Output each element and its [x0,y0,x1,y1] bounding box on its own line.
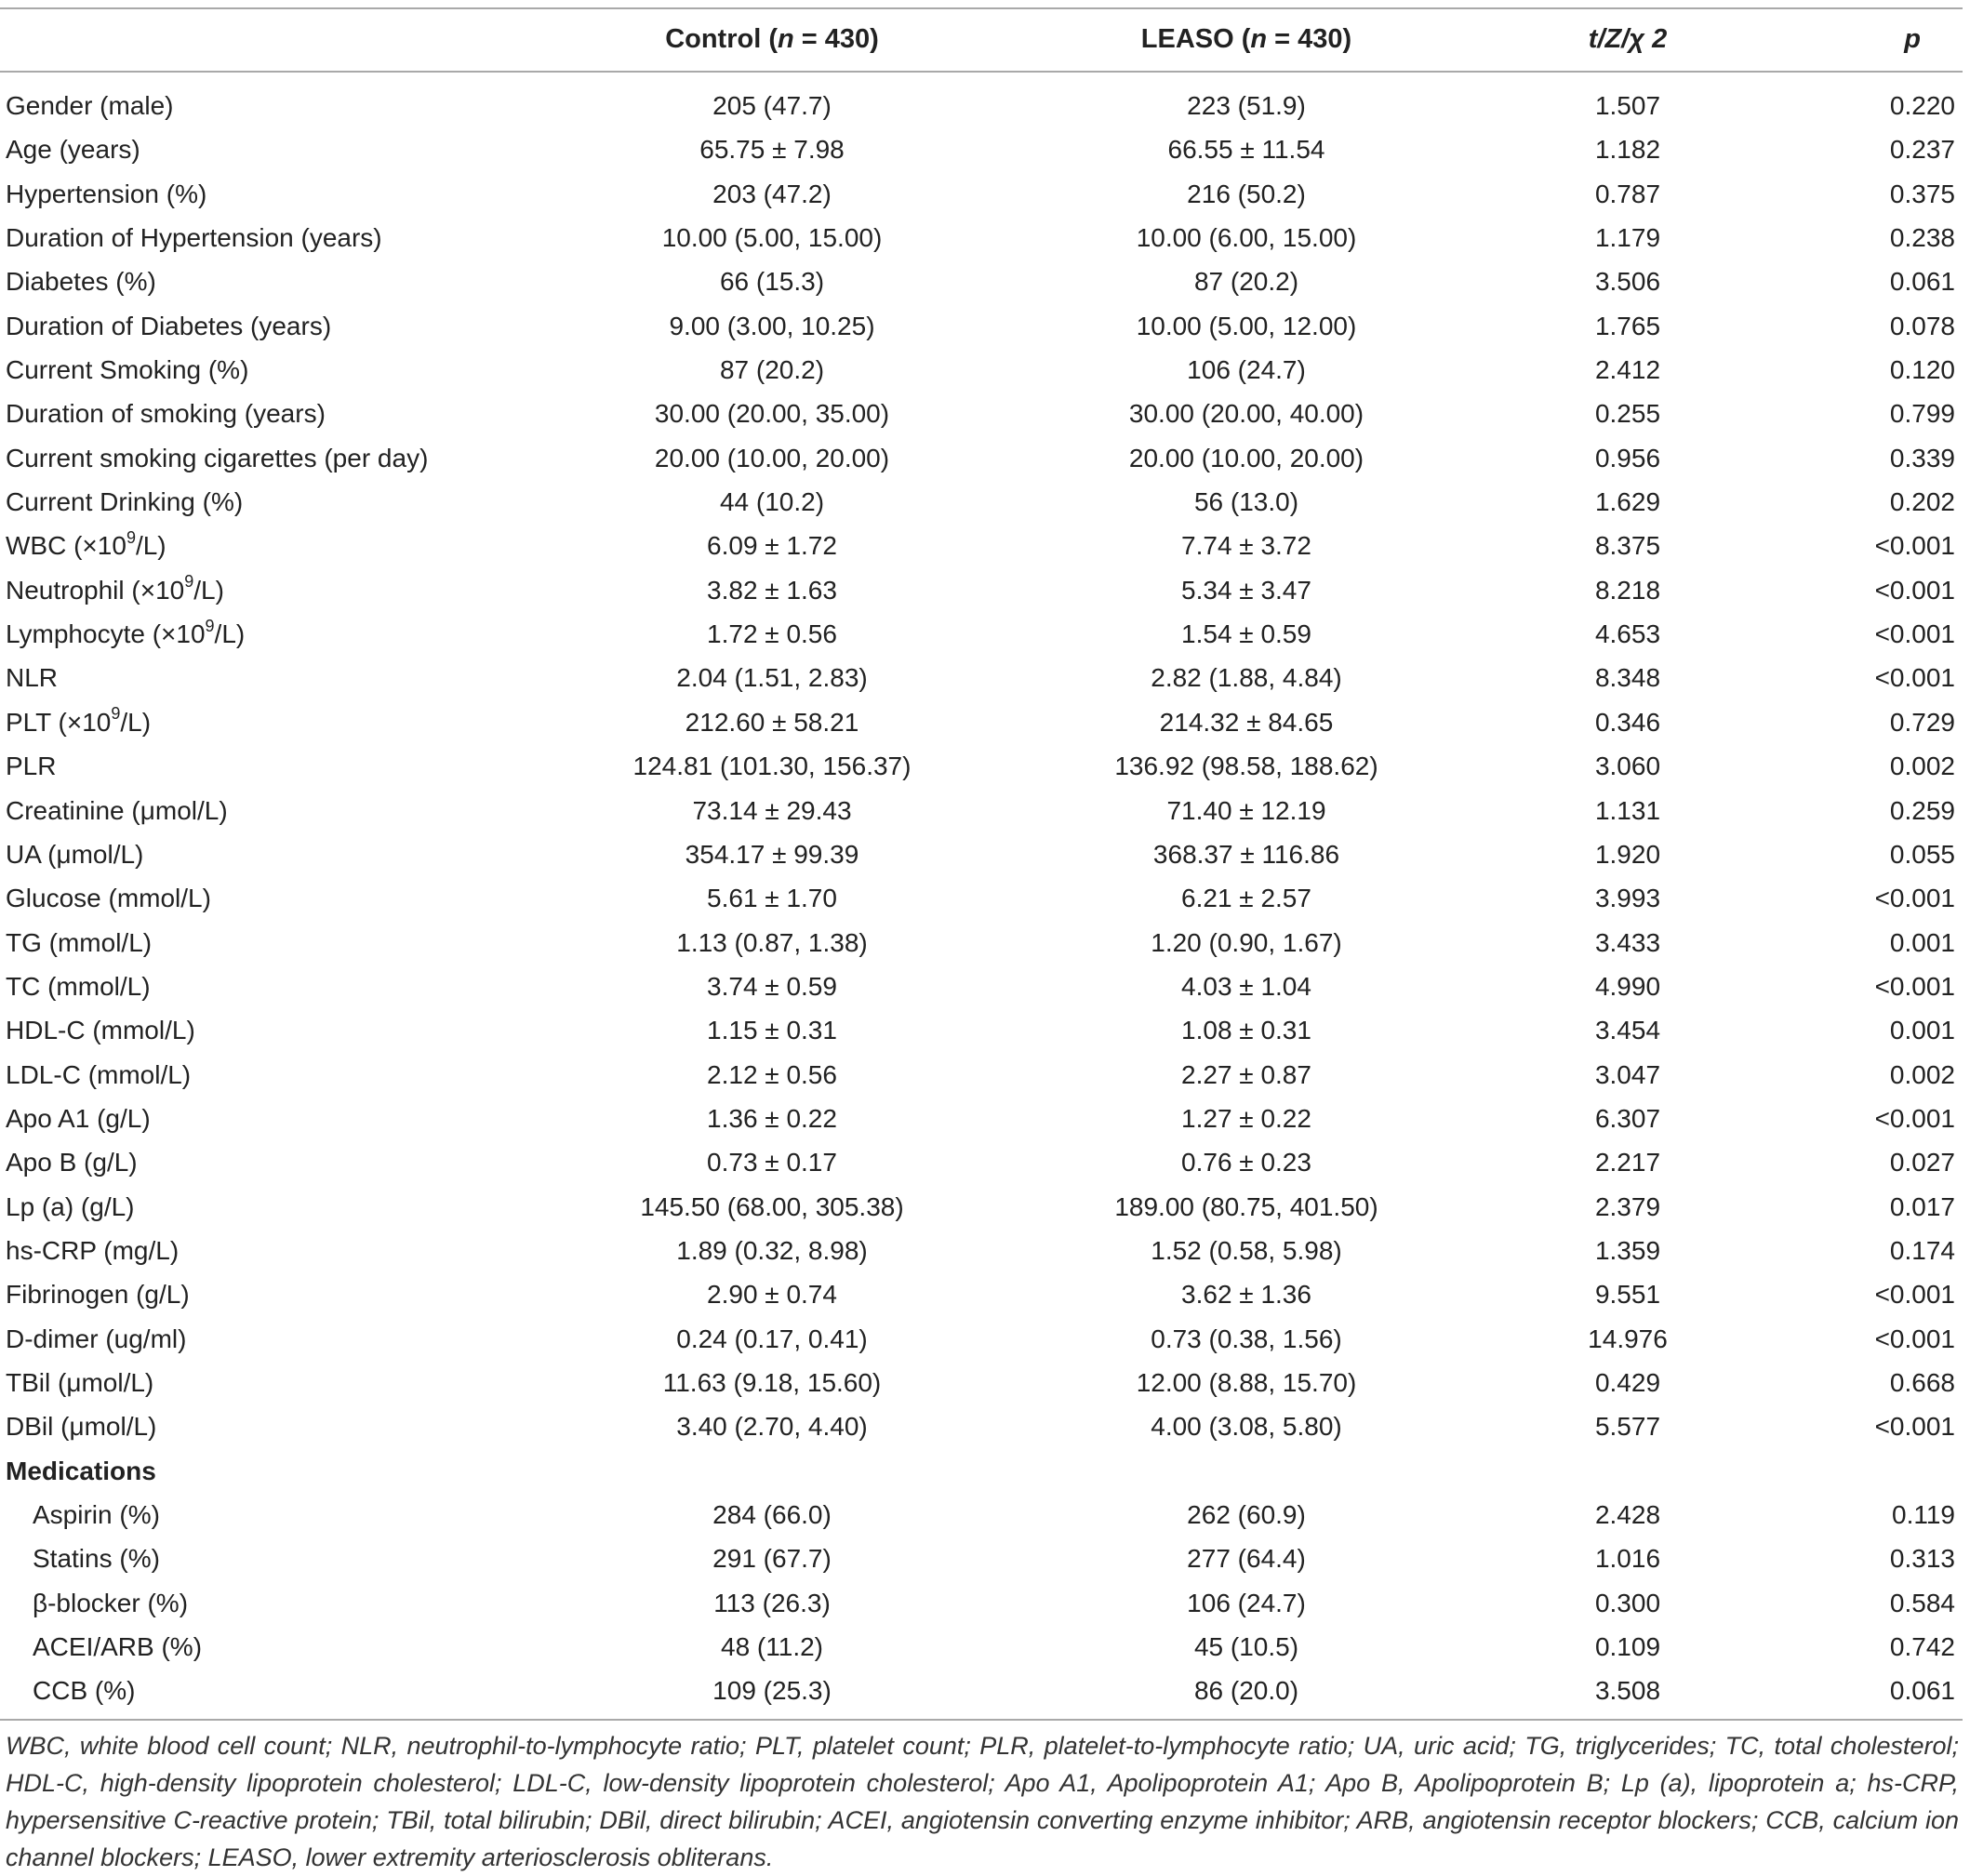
table-row [0,1185,1963,1229]
table-row [0,1317,1963,1361]
statistic-value: 1.016 [1594,1544,1661,1574]
leaso-value: 216 (50.2) [1187,179,1306,208]
table-row [0,216,1963,259]
p-value: 0.061 [1889,1676,1955,1706]
table-row [0,1053,1963,1097]
row-label: Current Drinking (%) [6,487,244,517]
control-value: 20.00 (10.00, 20.00) [654,443,890,472]
control-value: 1.72 ± 0.56 [707,619,837,649]
statistic-value: 14.976 [1588,1324,1668,1353]
leaso-value: 223 (51.9) [1187,91,1306,120]
table-row [0,259,1963,303]
p-value: 0.001 [1889,927,1955,957]
statistic-value: 3.454 [1594,1016,1661,1045]
row-label: Current Smoking (%) [6,355,249,385]
statistic-value: 0.109 [1594,1632,1661,1662]
row-label: Apo B (g/L) [6,1148,138,1177]
row-label: Age (years) [6,135,140,165]
table-body [0,84,1963,1713]
row-label: Duration of smoking (years) [6,399,326,429]
p-value: 0.375 [1889,179,1955,208]
table-row [0,921,1963,965]
row-label: Apo A1 (g/L) [6,1103,151,1133]
p-value: 0.313 [1889,1544,1955,1574]
row-label: LDL-C (mmol/L) [6,1059,192,1089]
p-value: 0.584 [1889,1588,1955,1617]
leaso-value: 277 (64.4) [1187,1544,1306,1574]
control-value: 3.74 ± 0.59 [707,971,837,1001]
control-value: 145.50 (68.00, 305.38) [640,1191,904,1221]
table-row [0,1404,1963,1448]
leaso-value: 10.00 (5.00, 12.00) [1136,311,1357,340]
leaso-value: 1.08 ± 0.31 [1181,1016,1311,1045]
row-label: TG (mmol/L) [6,927,153,957]
control-value: 1.89 (0.32, 8.98) [676,1235,868,1265]
table-row [0,480,1963,524]
leaso-value: 0.73 (0.38, 1.56) [1151,1324,1342,1353]
row-label: DBil (μmol/L) [6,1412,157,1442]
control-value: 0.73 ± 0.17 [707,1148,837,1177]
row-label: WBC $(\times 10^9/L)$ [6,528,166,561]
control-value: 48 (11.2) [721,1632,823,1662]
row-label: Lymphocyte $(\times 10^9/L)$ [6,616,246,649]
statistic-value: 1.182 [1594,135,1661,165]
row-label: Duration of Hypertension (years) [6,223,382,253]
control-value: 284 (66.0) [712,1500,832,1529]
statistic-value: 4.990 [1594,971,1661,1001]
row-label: CCB (%) [33,1676,136,1706]
statistic-value: 1.920 [1594,839,1661,869]
table-row [0,1008,1963,1052]
p-value: <0.001 [1874,1280,1955,1310]
table-row [0,832,1963,876]
table-bottom-rule [0,1719,1963,1721]
table-row [0,1361,1963,1404]
column-header-statistic: t/Z/χ 2 [1588,24,1668,54]
table-header-rule [0,71,1963,73]
leaso-value: 2.82 (1.88, 4.84) [1151,663,1342,693]
statistic-value: 2.412 [1594,355,1661,385]
control-value: 203 (47.2) [712,179,832,208]
control-value: 0.24 (0.17, 0.41) [676,1324,868,1353]
statistic-value: 1.629 [1594,487,1661,517]
p-value: 0.001 [1889,1016,1955,1045]
row-label: β-blocker (%) [33,1588,189,1617]
table-row [0,1581,1963,1625]
p-value: 0.002 [1889,1059,1955,1089]
table-row [0,1493,1963,1537]
control-value: 205 (47.7) [712,91,832,120]
row-label: Glucose (mmol/L) [6,884,211,913]
statistic-value: 2.379 [1594,1191,1661,1221]
column-header-p-value: p [1904,24,1921,54]
control-value: 5.61 ± 1.70 [707,884,837,913]
statistic-value: 0.300 [1594,1588,1661,1617]
p-value: 0.339 [1889,443,1955,472]
statistic-value: 6.307 [1594,1103,1661,1133]
leaso-value: 262 (60.9) [1187,1500,1306,1529]
row-label: NLR [6,663,59,693]
control-value: 2.12 ± 0.56 [707,1059,837,1089]
leaso-value: 368.37 ± 116.86 [1152,839,1340,869]
row-label: Neutrophil $(\times 10^9/L)$ [6,572,224,605]
row-label: Duration of Diabetes (years) [6,311,332,340]
table-row [0,1669,1963,1712]
table-row [0,127,1963,171]
row-label: PLT $(\times 10^9/L)$ [6,704,152,737]
control-value: 291 (67.7) [712,1544,832,1574]
leaso-value: 30.00 (20.00, 40.00) [1128,399,1364,429]
p-value: <0.001 [1874,619,1955,649]
table-row [0,524,1963,567]
statistic-value: 3.508 [1594,1676,1661,1706]
row-label: ACEI/ARB (%) [33,1632,203,1662]
p-value: <0.001 [1874,1103,1955,1133]
table-row [0,1097,1963,1140]
p-value: 0.729 [1889,707,1955,737]
control-value: 2.90 ± 0.74 [707,1280,837,1310]
p-value: 0.259 [1889,795,1955,825]
p-value: 0.061 [1889,267,1955,297]
control-value: 109 (25.3) [712,1676,832,1706]
row-label: UA (μmol/L) [6,839,144,869]
table-row [0,1537,1963,1580]
p-value: <0.001 [1874,1412,1955,1442]
statistic-value: 1.179 [1594,223,1661,253]
p-value: <0.001 [1874,663,1955,693]
statistic-value: 4.653 [1594,619,1661,649]
leaso-value: 5.34 ± 3.47 [1181,575,1311,605]
leaso-value: 1.52 (0.58, 5.98) [1151,1235,1342,1265]
leaso-value: 2.27 ± 0.87 [1181,1059,1311,1089]
control-value: 65.75 ± 7.98 [699,135,845,165]
column-header-control: Control (n = 430) [665,24,879,54]
statistic-value: 3.433 [1594,927,1661,957]
control-value: 1.36 ± 0.22 [707,1103,837,1133]
statistic-value: 3.060 [1594,752,1661,781]
table-row [0,1625,1963,1669]
row-label: Fibrinogen (g/L) [6,1280,190,1310]
p-value: 0.078 [1889,311,1955,340]
statistic-value: 1.507 [1594,91,1661,120]
control-value: 1.13 (0.87, 1.38) [676,927,868,957]
row-label: Gender (male) [6,91,174,120]
table-row [0,1229,1963,1272]
leaso-value: 4.03 ± 1.04 [1181,971,1311,1001]
control-value: 124.81 (101.30, 156.37) [632,752,912,781]
leaso-value: 6.21 ± 2.57 [1181,884,1311,913]
table-row [0,392,1963,435]
table-row [0,965,1963,1008]
p-value: 0.799 [1889,399,1955,429]
section-label: Medications [6,1456,156,1485]
table-row [0,876,1963,920]
row-label: Creatinine (μmol/L) [6,795,228,825]
table-row [0,568,1963,612]
leaso-value: 106 (24.7) [1187,355,1306,385]
statistic-value: 3.047 [1594,1059,1661,1089]
p-value: <0.001 [1874,531,1955,561]
section-header-row [0,1449,1963,1493]
leaso-value: 10.00 (6.00, 15.00) [1136,223,1357,253]
p-value: 0.220 [1889,91,1955,120]
statistic-value: 1.765 [1594,311,1661,340]
p-value: 0.668 [1889,1367,1955,1397]
p-value: 0.174 [1889,1235,1955,1265]
statistic-value: 2.217 [1594,1148,1661,1177]
p-value: <0.001 [1874,971,1955,1001]
p-value: 0.202 [1889,487,1955,517]
table-row [0,1272,1963,1316]
table-row [0,1140,1963,1184]
control-value: 11.63 (9.18, 15.60) [662,1367,882,1397]
row-label: TBil (μmol/L) [6,1367,154,1397]
row-label: TC (mmol/L) [6,971,151,1001]
statistic-value: 8.218 [1594,575,1661,605]
leaso-value: 56 (13.0) [1193,487,1299,517]
control-value: 87 (20.2) [719,355,825,385]
leaso-value: 214.32 ± 84.65 [1159,707,1334,737]
control-value: 9.00 (3.00, 10.25) [669,311,875,340]
column-header-leaso: LEASO (n = 430) [1140,24,1352,54]
leaso-value: 0.76 ± 0.23 [1181,1148,1311,1177]
statistic-value: 3.993 [1594,884,1661,913]
control-value: 3.40 (2.70, 4.40) [676,1412,868,1442]
statistic-value: 8.375 [1594,531,1661,561]
p-value: 0.017 [1889,1191,1955,1221]
table-row [0,304,1963,348]
control-value: 2.04 (1.51, 2.83) [676,663,868,693]
p-value: 0.238 [1889,223,1955,253]
p-value: 0.119 [1892,1500,1955,1529]
table-row [0,436,1963,480]
p-value: 0.027 [1889,1148,1955,1177]
control-value: 10.00 (5.00, 15.00) [661,223,883,253]
leaso-value: 20.00 (10.00, 20.00) [1128,443,1364,472]
leaso-value: 136.92 (98.58, 188.62) [1114,752,1378,781]
table-row [0,172,1963,216]
control-value: 3.82 ± 1.63 [707,575,837,605]
leaso-value: 7.74 ± 3.72 [1181,531,1311,561]
p-value: <0.001 [1874,884,1955,913]
statistic-value: 1.359 [1594,1235,1661,1265]
p-value: 0.120 [1889,355,1955,385]
p-value: 0.055 [1889,839,1955,869]
table-header-row [0,7,1963,71]
row-label: Lp (a) (g/L) [6,1191,135,1221]
statistic-value: 8.348 [1594,663,1661,693]
control-value: 354.17 ± 99.39 [685,839,859,869]
table-row [0,612,1963,656]
row-label: Current smoking cigarettes (per day) [6,443,429,472]
leaso-value: 189.00 (80.75, 401.50) [1114,1191,1378,1221]
row-label: Diabetes (%) [6,267,156,297]
leaso-value: 1.54 ± 0.59 [1181,619,1311,649]
control-value: 73.14 ± 29.43 [692,795,852,825]
p-value: 0.742 [1889,1632,1955,1662]
leaso-value: 66.55 ± 11.54 [1167,135,1325,165]
row-label: Hypertension (%) [6,179,207,208]
leaso-value: 1.20 (0.90, 1.67) [1151,927,1342,957]
statistic-value: 2.428 [1594,1500,1661,1529]
leaso-value: 1.27 ± 0.22 [1181,1103,1311,1133]
p-value: 0.237 [1889,135,1955,165]
leaso-value: 12.00 (8.88, 15.70) [1136,1367,1357,1397]
leaso-value: 86 (20.0) [1193,1676,1299,1706]
control-value: 1.15 ± 0.31 [707,1016,837,1045]
table-row [0,744,1963,788]
statistic-value: 1.131 [1594,795,1661,825]
table-footnote: WBC, white blood cell count; NLR, neutrophil-to-lymphocyte ratio; PLT, platelet count; PLR, platelet-to-lymphocyte ratio; UA, uric acid; TG, triglycerides; TC, total cholesterol; HDL-C, high-density lipoprotein cholesterol; LDL-C, low-density lipoprotein cholesterol; Apo A1, Apolipoprotein A1; Apo B, Apolipoprotein B; Lp (a), lipoprotein a; hs-CRP, hypersensitive C-reactive protein; TBil, total bilirubin; DBil, direct bilirubin; ACEI, angiotensin converting enzyme inhibitor; ARB, angiotensin receptor blockers; CCB, calcium ion channel blockers; LEASO, lower extremity arteriosclerosis obliterans. [6,1732,1959,1871]
control-value: 6.09 ± 1.72 [707,531,837,561]
statistic-value: 0.346 [1594,707,1661,737]
leaso-value: 4.00 (3.08, 5.80) [1151,1412,1342,1442]
table-row [0,348,1963,392]
table-row [0,789,1963,832]
statistic-value: 5.577 [1594,1412,1661,1442]
control-value: 113 (26.3) [713,1588,831,1617]
statistic-value: 3.506 [1594,267,1661,297]
p-value: <0.001 [1874,575,1955,605]
statistic-value: 0.787 [1594,179,1661,208]
row-label: Statins (%) [33,1544,160,1574]
statistic-value: 0.429 [1594,1367,1661,1397]
table-row [0,84,1963,127]
control-value: 212.60 ± 58.21 [685,707,859,737]
leaso-value: 87 (20.2) [1193,267,1299,297]
p-value: <0.001 [1874,1324,1955,1353]
leaso-value: 71.40 ± 12.19 [1166,795,1326,825]
control-value: 30.00 (20.00, 35.00) [654,399,890,429]
control-value: 44 (10.2) [719,487,825,517]
table-row [0,700,1963,744]
leaso-value: 3.62 ± 1.36 [1181,1280,1311,1310]
control-value: 66 (15.3) [719,267,825,297]
leaso-value: 106 (24.7) [1187,1588,1306,1617]
row-label: D-dimer (ug/ml) [6,1324,187,1353]
row-label: hs-CRP (mg/L) [6,1235,180,1265]
table-row [0,656,1963,699]
statistic-value: 0.956 [1594,443,1661,472]
statistic-value: 9.551 [1594,1280,1661,1310]
statistic-value: 0.255 [1594,399,1661,429]
row-label: HDL-C (mmol/L) [6,1016,195,1045]
leaso-value: 45 (10.5) [1193,1632,1299,1662]
row-label: PLR [6,752,57,781]
row-label: Aspirin (%) [33,1500,160,1529]
p-value: 0.002 [1889,752,1955,781]
